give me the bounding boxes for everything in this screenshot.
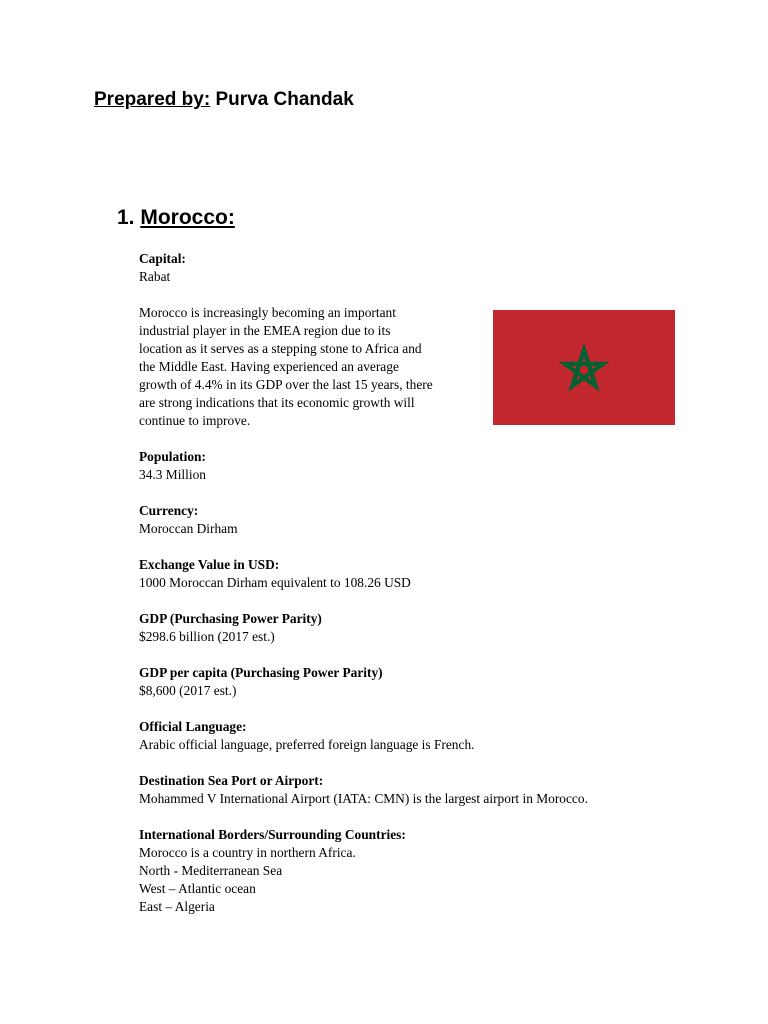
country-details xyxy=(139,250,588,934)
language-label: Official Language: xyxy=(139,719,247,734)
intro-line: Morocco is increasingly becoming an important xyxy=(139,305,396,320)
country-name: Morocco: xyxy=(140,206,235,229)
population-label: Population: xyxy=(139,449,206,464)
country-heading xyxy=(117,206,235,230)
prepared-by-line xyxy=(94,89,354,111)
language-value: Arabic official language, preferred foreign language is French. xyxy=(139,737,475,752)
prepared-by-label: Prepared by: xyxy=(94,89,211,110)
currency-value: Moroccan Dirham xyxy=(139,521,238,536)
intro-line: the Middle East. Having experienced an average xyxy=(139,359,399,374)
gdp-per-capita-value: $8,600 (2017 est.) xyxy=(139,683,237,698)
intro-paragraph xyxy=(139,304,484,430)
gdp-value: $298.6 billion (2017 est.) xyxy=(139,629,275,644)
intro-line: location as it serves as a stepping stone to Africa and xyxy=(139,341,422,356)
gdp-label: GDP (Purchasing Power Parity) xyxy=(139,611,322,626)
capital-section xyxy=(139,250,499,286)
population-value: 34.3 Million xyxy=(139,467,206,482)
borders-line: East – Algeria xyxy=(139,899,215,914)
morocco-flag-image xyxy=(493,310,675,425)
borders-label: International Borders/Surrounding Countries: xyxy=(139,827,406,842)
language-section xyxy=(139,718,699,754)
intro-line: industrial player in the EMEA region due to its xyxy=(139,323,391,338)
capital-value: Rabat xyxy=(139,269,171,284)
intro-line: growth of 4.4% in its GDP over the last 15 years, there xyxy=(139,377,433,392)
exchange-value: 1000 Moroccan Dirham equivalent to 108.26 USD xyxy=(139,575,411,590)
capital-label: Capital: xyxy=(139,251,186,266)
exchange-label: Exchange Value in USD: xyxy=(139,557,280,572)
gdp-section xyxy=(139,610,699,646)
port-label: Destination Sea Port or Airport: xyxy=(139,773,324,788)
borders-section xyxy=(139,826,699,916)
port-value: Mohammed V International Airport (IATA: CMN) is the largest airport in Morocco. xyxy=(139,791,588,806)
borders-line: West – Atlantic ocean xyxy=(139,881,256,896)
currency-section xyxy=(139,502,499,538)
exchange-section xyxy=(139,556,699,592)
currency-label: Currency: xyxy=(139,503,199,518)
intro-line: continue to improve. xyxy=(139,413,251,428)
gdp-per-capita-label: GDP per capita (Purchasing Power Parity) xyxy=(139,665,383,680)
borders-line: North - Mediterranean Sea xyxy=(139,863,283,878)
port-section xyxy=(139,772,699,808)
gdp-per-capita-section xyxy=(139,664,699,700)
intro-line: are strong indications that its economic growth will xyxy=(139,395,415,410)
borders-line: Morocco is a country in northern Africa. xyxy=(139,845,356,860)
population-section xyxy=(139,448,499,484)
author-name: Purva Chandak xyxy=(215,89,354,110)
pentagram-star-icon xyxy=(493,310,675,425)
country-number: 1. xyxy=(117,206,135,229)
